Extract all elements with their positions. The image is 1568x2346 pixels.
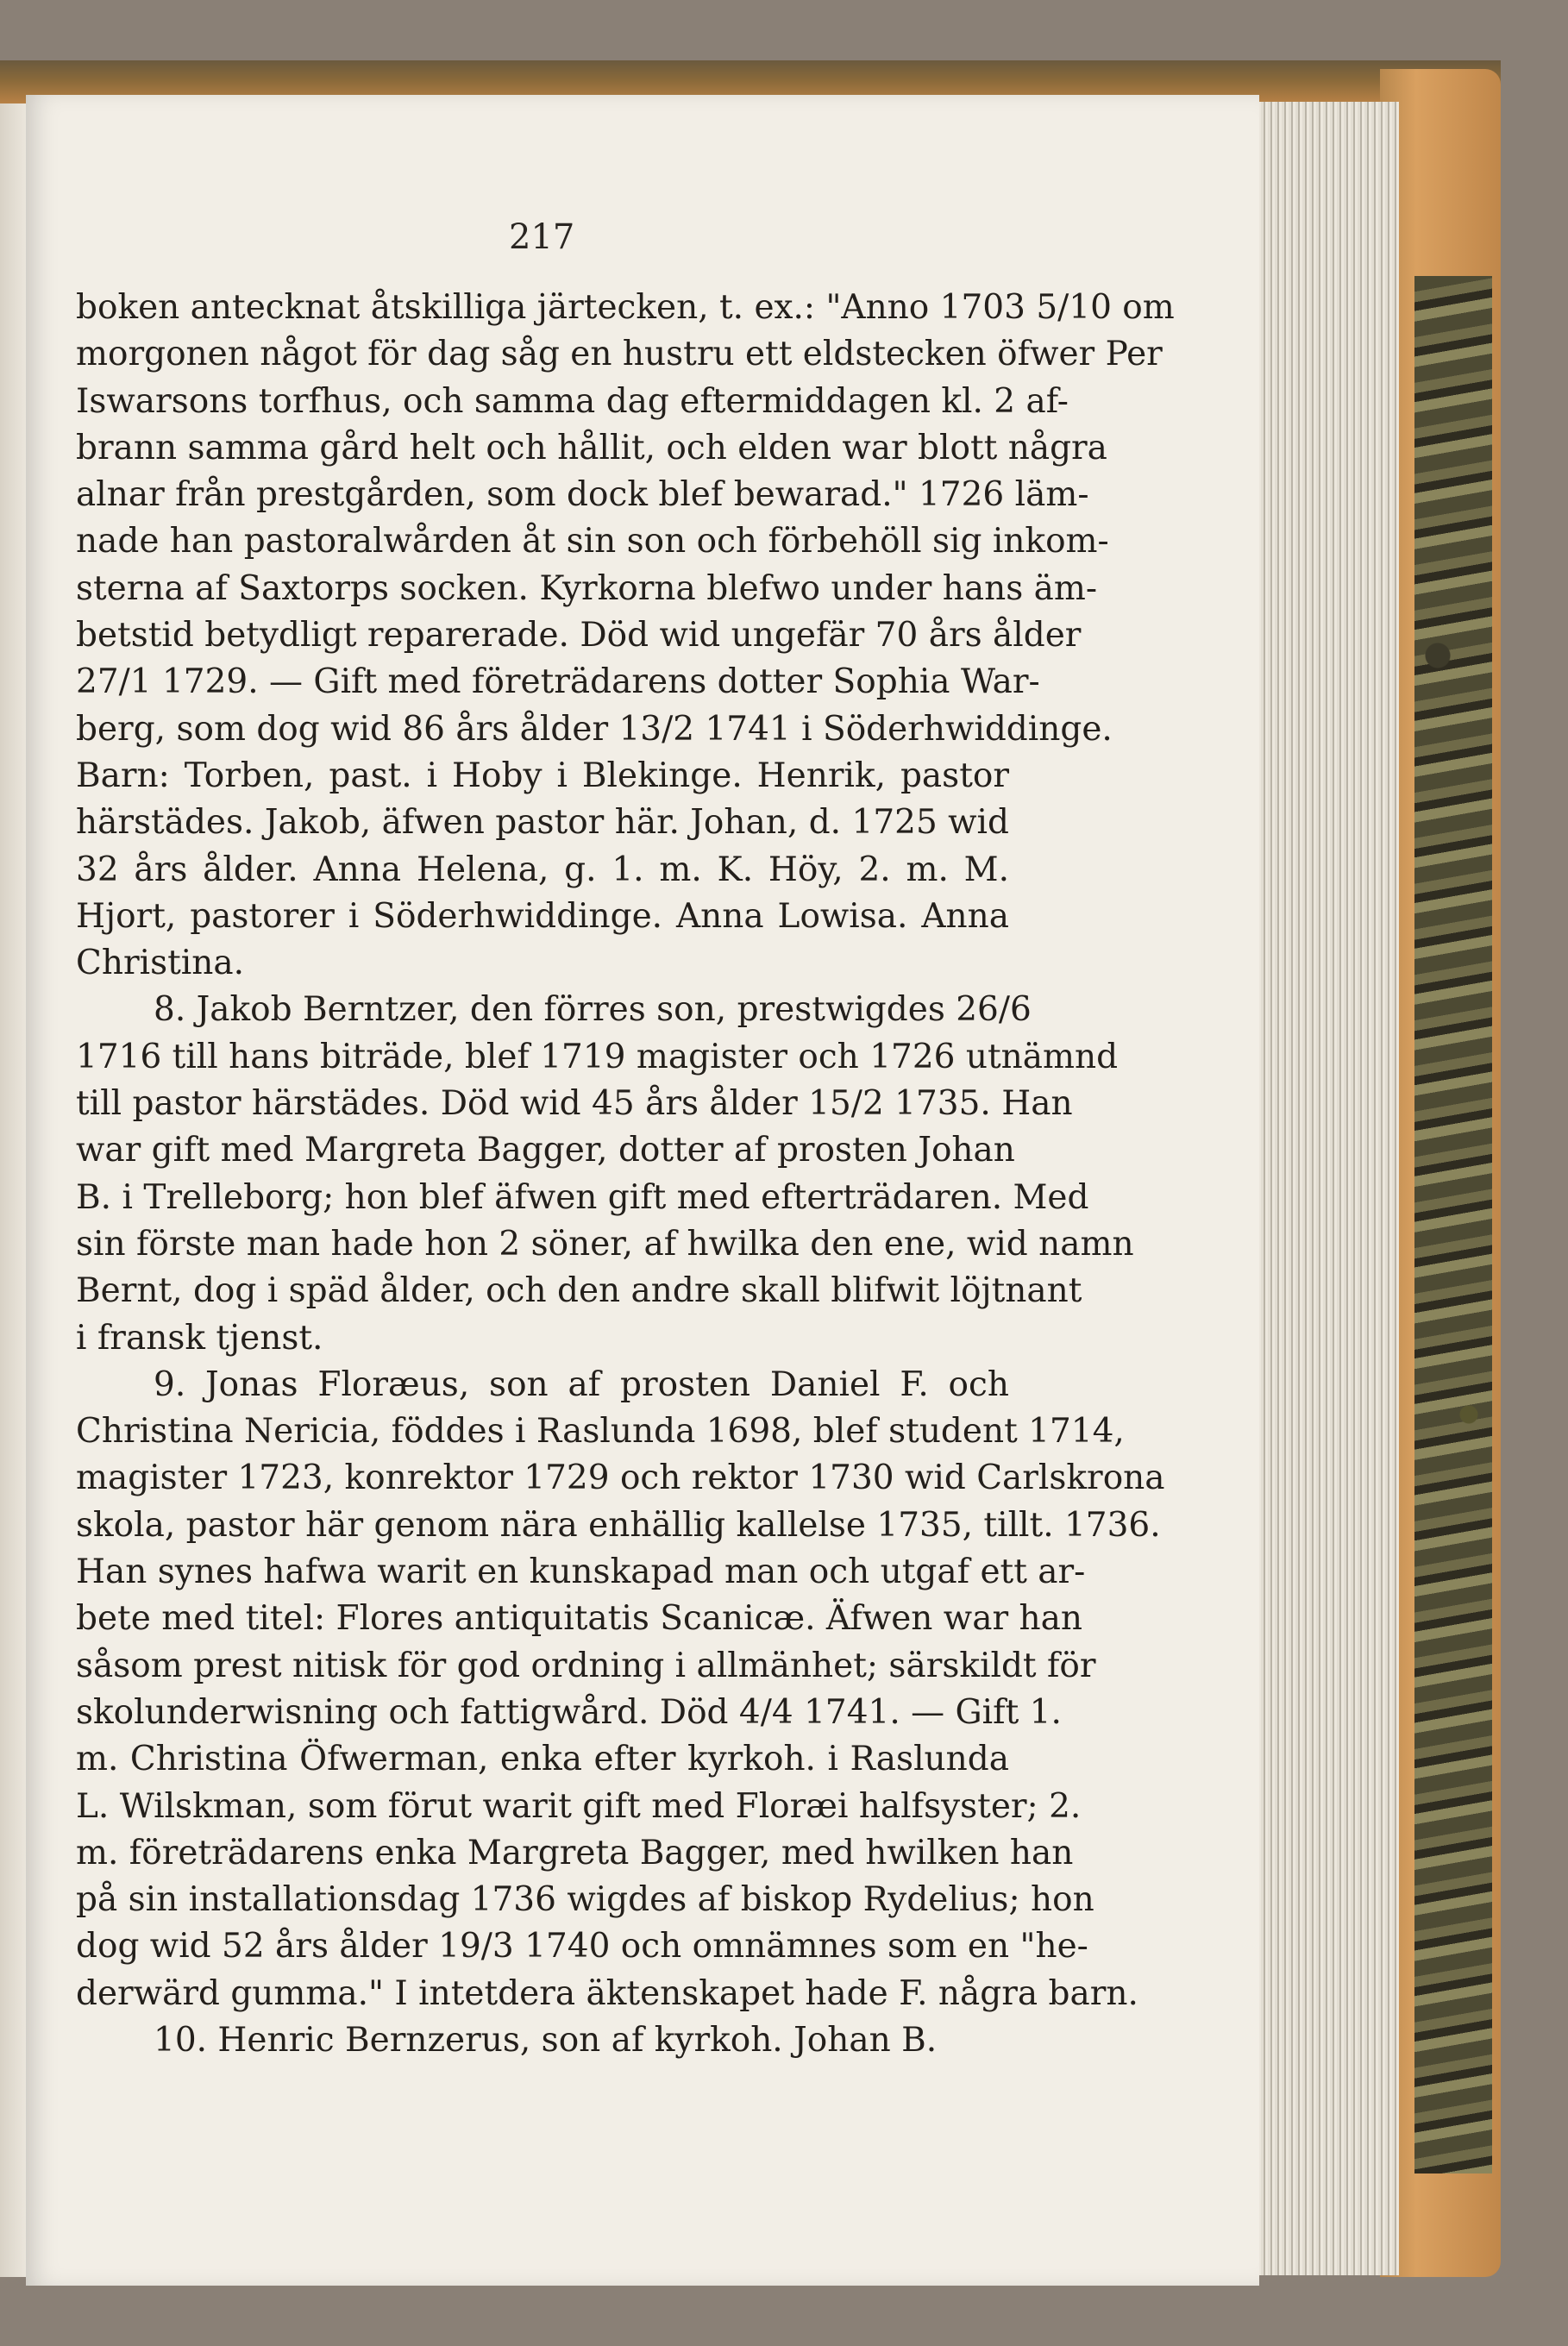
text-line: nade han pastoralwården åt sin son och förbehöll sig inkom- [76,522,1109,561]
text-line: Iswarsons torfhus, och samma dag eftermiddagen kl. 2 af- [76,381,1069,421]
text-line: på sin installationsdag 1736 wigdes af biskop Rydelius; hon [76,1880,1094,1920]
text-line: i fransk tjenst. [76,1318,323,1358]
text-line: sin förste man hade hon 2 söner, af hwilka den ene, wid namn [76,1224,1134,1264]
text-line: berg, som dog wid 86 års ålder 13/2 1741 i Söderhwiddinge. [76,709,1113,749]
entry-heading-line: 8. Jakob Berntzer, den förres son, prestwigdes 26/6 [154,990,1032,1030]
text-line: 1716 till hans biträde, blef 1719 magister och 1726 utnämnd [76,1037,1119,1076]
text-line: skola, pastor här genom nära enhällig kallelse 1735, tillt. 1736. [76,1505,1161,1545]
page-number: 217 [509,217,575,257]
text-line: alnar från prestgården, som dock blef bewarad." 1726 läm- [76,475,1089,515]
text-line: bete med titel: Flores antiquitatis Scanicæ. Äfwen war han [76,1599,1082,1639]
text-line: 32 års ålder. Anna Helena, g. 1. m. K. Höy, 2. m. M. [76,850,1009,889]
text-line: till pastor härstädes. Död wid 45 års ålder 15/2 1735. Han [76,1084,1073,1124]
marbled-cover-edge [1414,276,1492,2174]
text-line: Christina. [76,944,244,983]
text-line: war gift med Margreta Bagger, dotter af prosten Johan [76,1131,1015,1170]
text-line: brann samma gård helt och hållit, och elden war blott några [76,428,1107,467]
text-line: sterna af Saxtorps socken. Kyrkorna blefwo under hans äm- [76,568,1098,608]
text-line: Barn: Torben, past. i Hoby i Blekinge. Henrik, pastor [76,756,1009,795]
page-text [76,285,1175,2064]
text-line: dog wid 52 års ålder 19/3 1740 och omnämnes som en "he- [76,1927,1088,1966]
text-line: betstid betydligt reparerade. Död wid ungefär 70 års ålder [76,616,1082,656]
text-line: Christina Nericia, föddes i Raslunda 1698, blef student 1714, [76,1412,1125,1452]
text-line: L. Wilskman, som förut warit gift med Floræi halfsyster; 2. [76,1786,1082,1826]
text-line: Bernt, dog i späd ålder, och den andre skall blifwit löjtnant [76,1271,1082,1311]
text-line: boken antecknat åtskilliga järtecken, t. ex.: "Anno 1703 5/10 om [76,288,1175,327]
text-line: härstädes. Jakob, äfwen pastor här. Johan, d. 1725 wid [76,803,1009,843]
text-line: skolunderwisning och fattigwård. Död 4/4 1741. — Gift 1. [76,1692,1062,1732]
text-line: morgonen något för dag såg en hustru ett eldstecken öfwer Per [76,335,1163,374]
text-line: m. Christina Öfwerman, enka efter kyrkoh. i Raslunda [76,1740,1009,1779]
entry-heading-line: 10. Henric Bernzerus, son af kyrkoh. Johan B. [154,2020,938,2060]
text-line: såsom prest nitisk för god ordning i allmänhet; särskildt för [76,1646,1096,1685]
text-line: m. företrädarens enka Margreta Bagger, med hwilken han [76,1833,1074,1872]
text-line: magister 1723, konrektor 1729 och rektor 1730 wid Carlskrona [76,1458,1165,1498]
text-line: Hjort, pastorer i Söderhwiddinge. Anna Lowisa. Anna [76,896,1009,936]
entry-heading-line: 9. Jonas Floræus, son af prosten Daniel F. och [154,1364,1009,1404]
text-line: derwärd gumma." I intetdera äktenskapet hade F. några barn. [76,1973,1138,2013]
text-line: Han synes hafwa warit en kunskapad man och utgaf ett ar- [76,1552,1086,1592]
text-line: 27/1 1729. — Gift med företrädarens dotter Sophia War- [76,662,1040,702]
text-line: B. i Trelleborg; hon blef äfwen gift med efterträdaren. Med [76,1177,1089,1217]
